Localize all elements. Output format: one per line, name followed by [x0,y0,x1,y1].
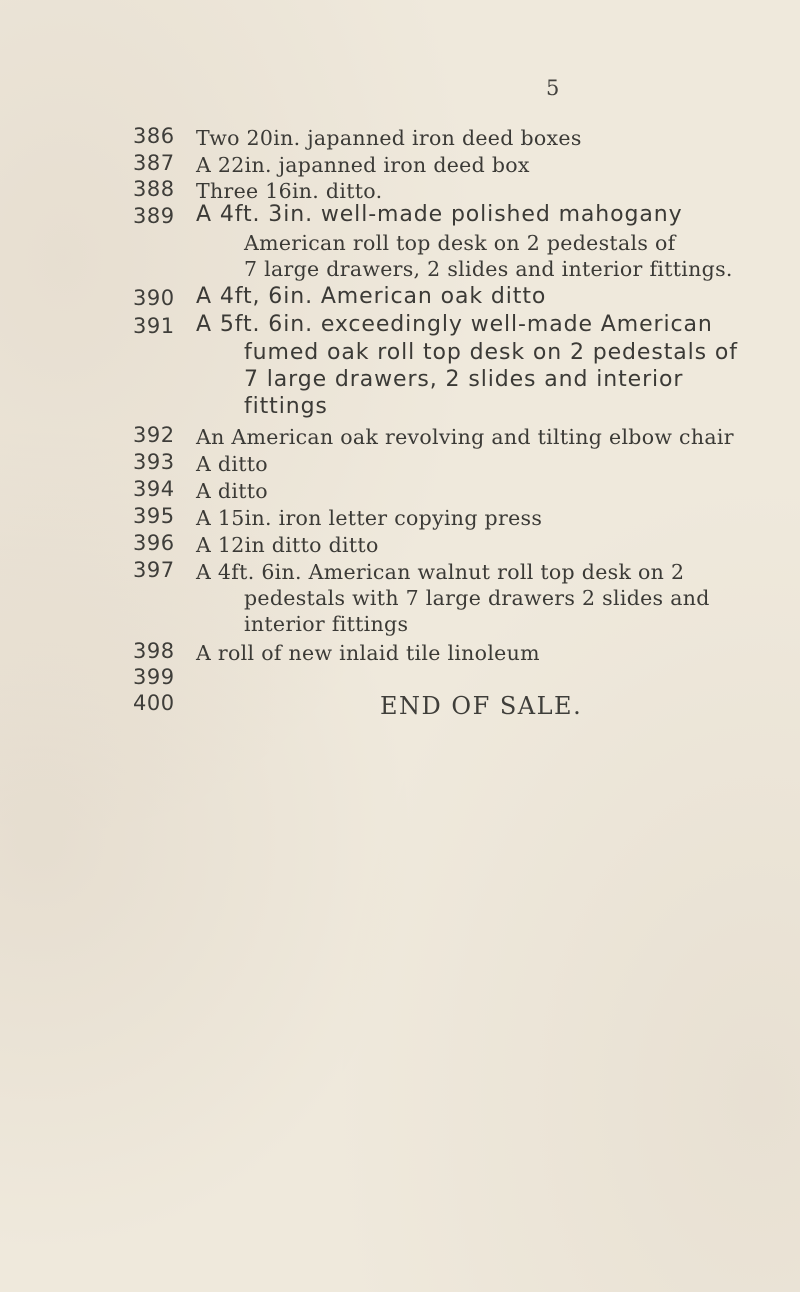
lot-389-line-1: A 4ft. 3in. well-made polished mahogany [196,202,683,227]
lot-398-line-1: A roll of new inlaid tile linoleum [196,641,540,665]
lot-391-line-2: fumed oak roll top desk on 2 pedestals of [244,340,738,365]
lot-number-398: 398 [133,639,175,663]
lot-391-line-4: fittings [244,394,328,419]
lot-number-396: 396 [133,531,175,555]
lot-number-399: 399 [133,665,175,689]
lot-397-line-1: A 4ft. 6in. American walnut roll top desk on 2 [196,560,685,584]
lot-number-388: 388 [133,177,175,201]
lot-number-400: 400 [133,691,175,715]
lot-390-line-1: A 4ft, 6in. American oak ditto [196,284,547,309]
lot-393-line-1: A ditto [196,452,268,476]
page-number: 5 [546,76,560,100]
lot-number-389: 389 [133,204,175,228]
end-of-sale-text: END OF SALE. [380,692,583,720]
lot-392-line-1: An American oak revolving and tilting elbow chair [196,425,734,449]
lot-number-392: 392 [133,423,175,447]
lot-388-line-1: Three 16in. ditto. [196,179,383,203]
lot-386-line-1: Two 20in. japanned iron deed boxes [196,126,582,150]
lot-number-397: 397 [133,558,175,582]
lot-number-391: 391 [133,314,175,338]
lot-number-395: 395 [133,504,175,528]
lot-394-line-1: A ditto [196,479,268,503]
lot-389-line-3: 7 large drawers, 2 slides and interior fittings. [244,257,733,281]
lot-number-387: 387 [133,151,175,175]
lot-number-386: 386 [133,124,175,148]
lot-number-390: 390 [133,286,175,310]
lot-396-line-1: A 12in ditto ditto [196,533,379,557]
lot-number-394: 394 [133,477,175,501]
lot-397-line-2: pedestals with 7 large drawers 2 slides and [244,586,710,610]
lot-387-line-1: A 22in. japanned iron deed box [196,153,530,177]
lot-389-line-2: American roll top desk on 2 pedestals of [244,231,676,255]
lot-391-line-1: A 5ft. 6in. exceedingly well-made American [196,312,713,337]
lot-395-line-1: A 15in. iron letter copying press [196,506,543,530]
lot-number-393: 393 [133,450,175,474]
lot-397-line-3: interior fittings [244,612,409,636]
lot-391-line-3: 7 large drawers, 2 slides and interior [244,367,684,392]
